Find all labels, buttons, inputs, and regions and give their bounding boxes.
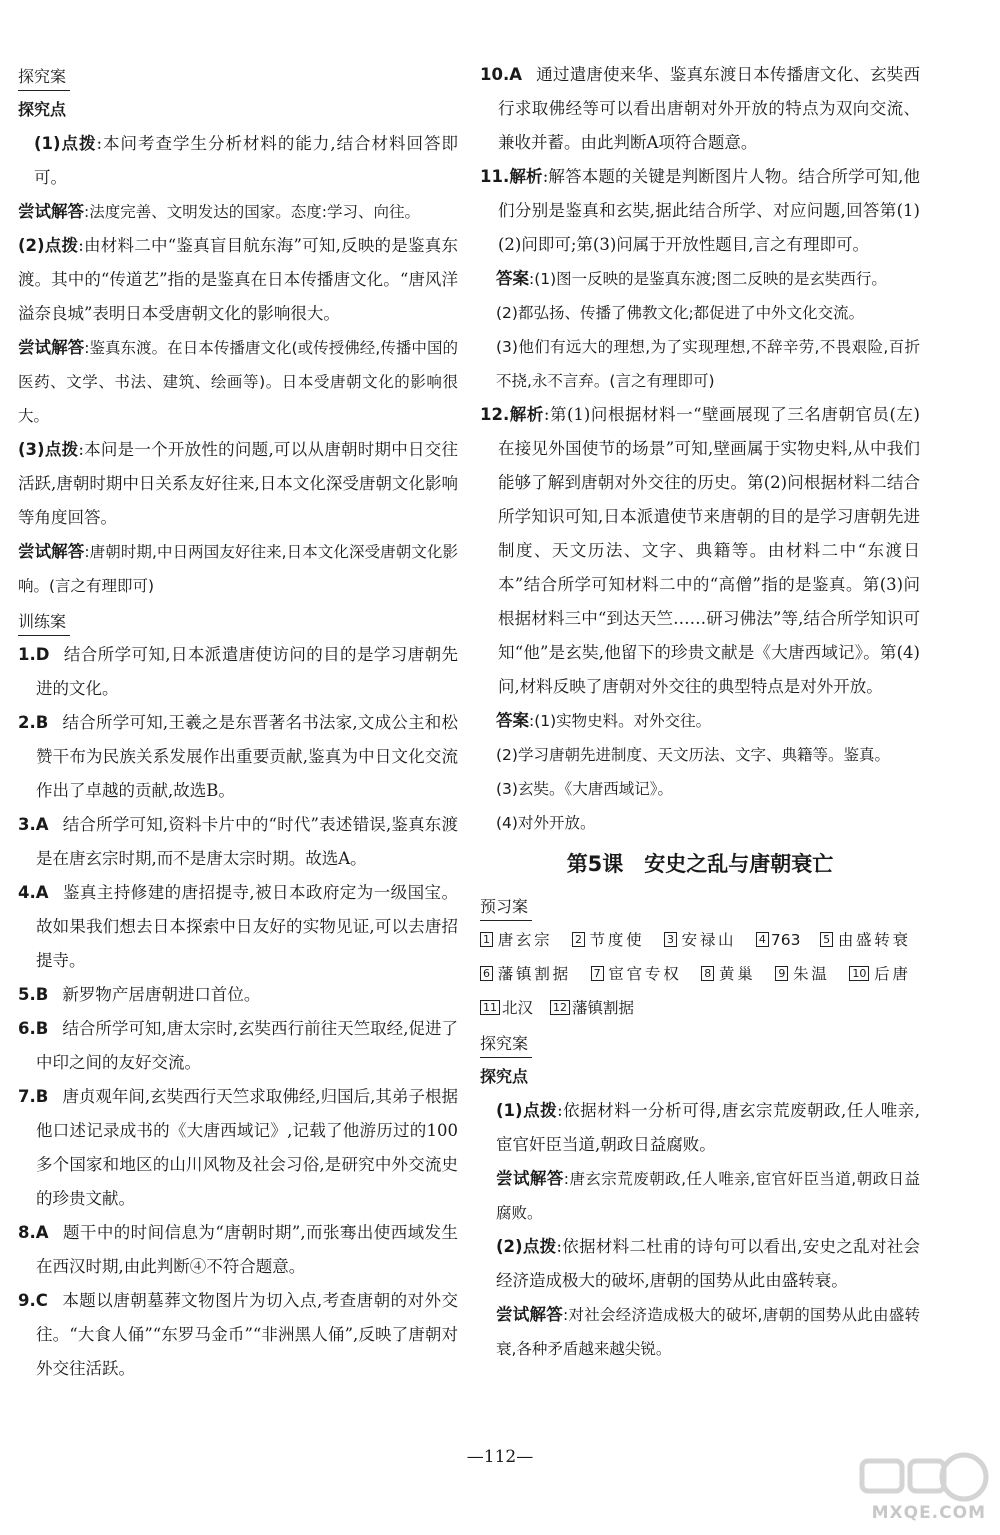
preview-item [550,999,634,1017]
preview-item-text: 藩镇割据 [571,999,634,1017]
training-item-number: 4.A [18,883,49,902]
training-item [18,1080,458,1216]
training-item-number: 1.D [18,645,50,664]
page-number: —112— [466,1447,534,1467]
a2-label: 尝试解答 [18,338,85,357]
preview-item-text: 节度使 [586,931,645,949]
q1-text: :本问考查学生分析材料的能力,结合材料回答即可。 [34,134,458,187]
preview-item [849,965,908,983]
item-11-answer-1 [480,262,920,296]
training-item-number: 7.B [18,1087,49,1106]
preview-item-text: 安禄山 [678,931,737,949]
section-heading-explore-2: 探究案 [480,1031,532,1058]
item-12 [480,398,920,704]
training-item [18,638,458,706]
training-item [18,1216,458,1284]
preview-item [664,931,736,949]
preview-item-number: 11 [480,1000,500,1015]
training-item-text: 本题以唐朝墓葬文物图片为切入点,考查唐朝的对外交往。“大食人俑”“东罗马金币”“非洲黑人俑”,反映了唐朝对外交往活跃。 [36,1291,458,1378]
training-item-text: 结合所学可知,王羲之是东晋著名书法家,文成公主和松赞干布为民族关系发展作出重要贡献,鉴真为中日文化交流作出了卓越的贡献,故选B。 [36,713,458,800]
training-item-text: 结合所学可知,日本派遣唐使访问的目的是学习唐朝先进的文化。 [36,645,458,698]
t2-label: 尝试解答 [496,1305,564,1324]
q2-text: :由材料二中“鉴真盲目航东海”可知,反映的是鉴真东渡。其中的“传道艺”指的是鉴真在日本传播唐文化。“唐风洋溢奈良城”表明日本受唐朝文化的影响很大。 [18,236,458,323]
item-11-answer-2: (2)都弘扬、传播了佛教文化;都促进了中外文化交流。 [496,304,865,322]
preview-item-text: 763 [770,931,801,949]
preview-item [701,965,755,983]
preview-item-text: 后唐 [871,965,908,983]
item-12-answer-1-text: :(1)实物史料。对外交往。 [529,712,712,730]
q2-label: (2)点拨 [18,236,79,255]
item-11-number: 11. [480,167,510,186]
training-item-text: 结合所学可知,资料卡片中的“时代”表述错误,鉴真东渡是在唐玄宗时期,而不是唐太宗时期。故选A。 [36,815,458,868]
p1-text: :依据材料一分析可得,唐玄宗荒废朝政,任人唯亲,宦官奸臣当道,朝政日益腐败。 [496,1101,920,1154]
preview-item-text: 朱温 [790,965,830,983]
section-heading-training: 训练案 [18,609,70,636]
left-column [18,58,458,1386]
right-column [480,58,920,1366]
training-item [18,706,458,808]
item-10-number: 10.A [480,65,522,84]
training-item-text: 结合所学可知,唐太宗时,玄奘西行前往天竺取经,促进了中印之间的友好交流。 [36,1019,458,1072]
preview-item-text: 由盛转衰 [835,931,908,949]
p2-hint [480,1230,920,1298]
training-item [18,876,458,978]
preview-item-text: 唐玄宗 [495,931,553,949]
q3-text: :本问是一个开放性的问题,可以从唐朝时期中日交往活跃,唐朝时期中日关系友好往来,日本文化深受唐朝文化影响等角度回答。 [18,440,458,527]
preview-item-text: 北汉 [502,999,534,1017]
training-item-text: 鉴真主持修建的唐招提寺,被日本政府定为一级国宝。故如果我们想去日本探索中日友好的实物见证,可以去唐招提寺。 [36,883,458,970]
training-item-text: 题干中的时间信息为“唐朝时期”,而张骞出使西域发生在西汉时期,由此判断④不符合题意。 [36,1223,458,1276]
training-item [18,808,458,876]
preview-item-number: 8 [701,966,714,981]
item-12-answer-1 [480,704,920,738]
preview-item [820,931,908,949]
a3-label: 尝试解答 [18,542,85,561]
item-11-answer-label: 答案 [496,269,529,288]
a2-answer [18,331,458,433]
preview-item-number: 12 [550,1000,570,1015]
item-12-answer-4: (4)对外开放。 [496,814,596,832]
watermark-text: MXQE.COM [871,1503,986,1523]
preview-item [591,965,682,983]
t1-label: 尝试解答 [496,1169,564,1188]
t2-text: :对社会经济造成极大的破坏,唐朝的国势从此由盛转衰,各种矛盾越来越尖锐。 [496,1306,920,1358]
training-item-number: 9.C [18,1291,48,1310]
q1-hint [18,127,458,195]
training-item-text: 新罗物产居唐朝进口首位。 [62,985,261,1004]
training-item-list [18,638,458,1386]
training-item-number: 5.B [18,985,49,1004]
preview-item-text: 黄巢 [716,965,756,983]
item-10-text: 通过遣唐使来华、鉴真东渡日本传播唐文化、玄奘西行求取佛经等可以看出唐朝对外开放的特点为双向交流、兼收并蓄。由此判断A项符合题意。 [498,65,920,152]
q2-hint [18,229,458,331]
preview-item [775,965,829,983]
subheading-explore-point: 探究点 [18,100,67,119]
p2-label: (2)点拨 [496,1237,557,1256]
preview-item-number: 5 [820,932,833,947]
preview-answer-list [480,923,920,1025]
preview-item [480,931,552,949]
p1-hint [480,1094,920,1162]
training-item [18,1284,458,1386]
q1-label: (1)点拨 [34,134,97,153]
a1-answer [18,195,458,229]
preview-item-text: 藩镇割据 [495,965,571,983]
item-12-answer-3: (3)玄奘。《大唐西域记》。 [496,780,673,798]
preview-item-number: 9 [775,966,788,981]
item-11-answer-1-text: :(1)图一反映的是鉴真东渡;图二反映的是玄奘西行。 [529,270,887,288]
preview-item [480,965,571,983]
item-11 [480,160,920,262]
training-item [18,1012,458,1080]
training-item-number: 2.B [18,713,49,732]
training-item-text: 唐贞观年间,玄奘西行天竺求取佛经,归国后,其弟子根据他口述记录成书的《大唐西域记》,记载了他游历过的100多个国家和地区的山川风物及社会习俗,是研究中外交流史的珍贵文献。 [36,1087,458,1208]
section-heading-explore: 探究案 [18,64,70,91]
a1-label: 尝试解答 [18,202,84,221]
t1-text: :唐玄宗荒废朝政,任人唯亲,宦官奸臣当道,朝政日益腐败。 [496,1170,921,1222]
item-10 [480,58,920,160]
preview-item-number: 3 [664,932,677,947]
subheading-explore-point-2: 探究点 [480,1067,529,1086]
preview-item [572,931,644,949]
preview-item-number: 6 [480,966,493,981]
a2-text: :鉴真东渡。在日本传播唐文化(或传授佛经,传播中国的医药、文学、书法、建筑、绘画等)。日本受唐朝文化的影响很大。 [18,339,459,425]
section-heading-preview: 预习案 [480,894,532,921]
a3-text: :唐朝时期,中日两国友好往来,日本文化深受唐朝文化影响。(言之有理即可) [18,543,459,595]
t1-answer [480,1162,920,1230]
p1-label: (1)点拨 [496,1101,558,1120]
q3-label: (3)点拨 [18,440,79,459]
item-12-label: 解析 [509,405,544,424]
a1-text: :法度完善、文明发达的国家。态度:学习、向往。 [84,203,420,221]
preview-item-number: 1 [480,932,493,947]
preview-item [480,999,533,1017]
item-11-label: 解析 [509,167,543,186]
preview-item-number: 4 [756,932,769,947]
preview-item-number: 2 [572,932,585,947]
q3-hint [18,433,458,535]
preview-item-text: 宦官专权 [605,965,682,983]
preview-item-number: 10 [849,966,869,981]
training-item-number: 8.A [18,1223,49,1242]
item-12-number: 12. [480,405,510,424]
p2-text: :依据材料二杜甫的诗句可以看出,安史之乱对社会经济造成极大的破坏,唐朝的国势从此由盛转衰。 [496,1237,920,1290]
item-12-answer-label: 答案 [496,711,529,730]
preview-item [756,931,801,949]
item-11-answer-3: (3)他们有远大的理想,为了实现理想,不辞辛劳,不畏艰险,百折不挠,永不言弃。(言之有理即可) [496,338,920,390]
item-12-answer-2: (2)学习唐朝先进制度、天文历法、文字、典籍等。鉴真。 [496,746,890,764]
t2-answer [480,1298,920,1366]
a3-answer [18,535,458,603]
training-item-number: 3.A [18,815,49,834]
training-item [18,978,458,1012]
item-12-text: :第(1)问根据材料一“壁画展现了三名唐朝官员(左)在接见外国使节的场景”可知,壁画属于实物史料,从中我们能够了解到唐朝对外交往的历史。第(2)问根据材料二结合所学知识可知,日本派遣使节来唐朝的目的是学习唐朝先进制度、天文历法、文字、典籍等。由材料二中“东渡日本”结合所学可知材料二中的“高僧”指的是鉴真。第(3)问根据材料三中“到达天竺……研习佛法”等,结合所学知识可知“他”是玄奘,他留下的珍贵文献是《大唐西域记》。第(4)问,材料反映了唐朝对外交往的典型特点是对外开放。 [498,405,920,696]
training-item-number: 6.B [18,1019,49,1038]
lesson-title: 第5课 安史之乱与唐朝衰亡 [566,852,834,876]
item-11-text: :解答本题的关键是判断图片人物。结合所学可知,他们分别是鉴真和玄奘,据此结合所学、对应问题,回答第(1)(2)问即可;第(3)问属于开放性题目,言之有理即可。 [498,167,921,254]
preview-item-number: 7 [591,966,604,981]
